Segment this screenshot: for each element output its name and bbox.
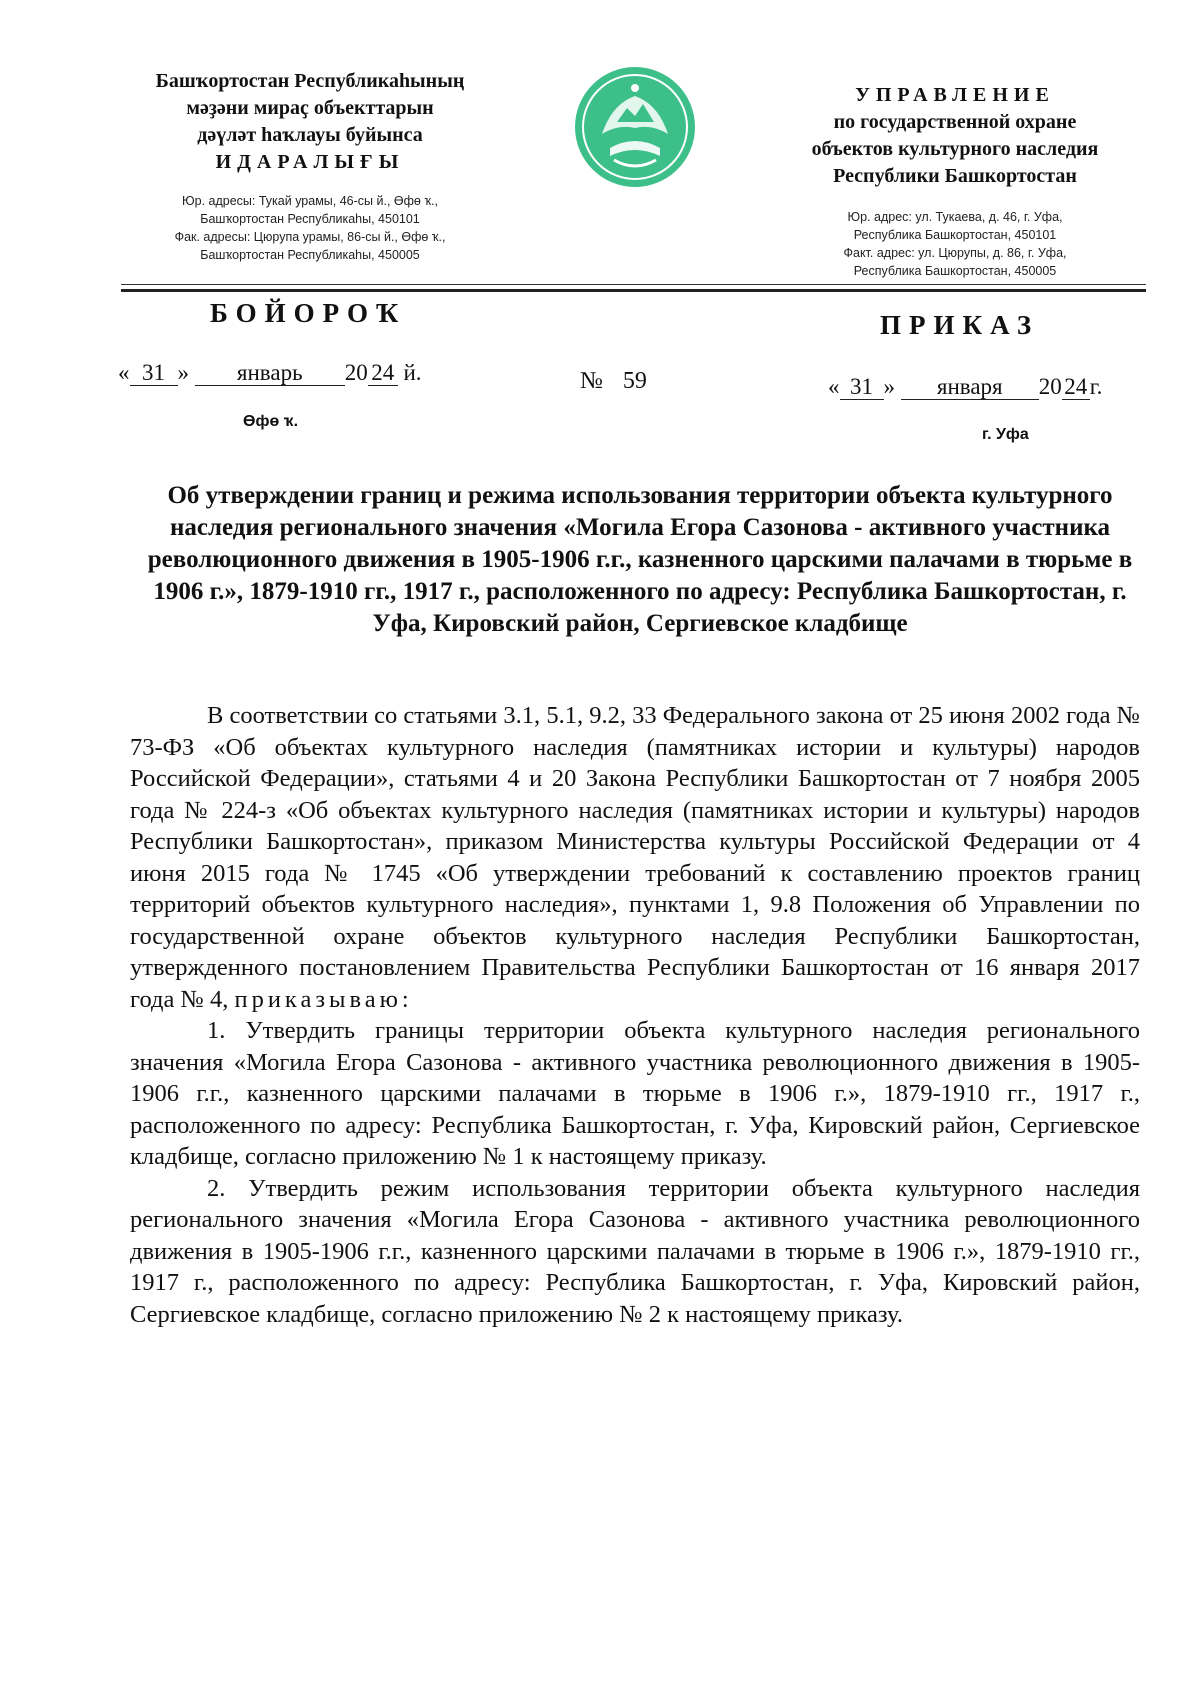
order-word: приказываю: xyxy=(234,985,413,1013)
date-year-prefix: 20 xyxy=(344,360,368,385)
address-block xyxy=(785,208,1125,280)
header-divider-thin xyxy=(121,284,1146,285)
date-year-abbr: г. xyxy=(1089,374,1103,399)
address-line: Юр. адресы: Тукай урамы, 46-сы й., Өфө ҡ., xyxy=(182,194,438,208)
number-sign: № xyxy=(580,368,603,394)
date-month: января xyxy=(901,375,1039,400)
preamble-paragraph xyxy=(130,700,1140,1015)
org-name-line: дәүләт һаҡлауы буйынса xyxy=(197,124,423,146)
address-block xyxy=(110,192,510,264)
document-title: Об утверждении границ и режима использования территории объекта культурного наследия регионального значения «Могила Егора Сазонова - активного участника революционного движения в 1905-1906 г.г., казненного царскими палачами в тюрьме в 1906 г.», 1879-1910 гг., 1917 г., расположенного по адресу: Республика Башкортостан, г. Уфа, Кировский район, Сергиевское кладбище xyxy=(147,482,1133,637)
bashkortostan-emblem-icon xyxy=(572,64,698,190)
date-year-suffix: 24 xyxy=(1062,375,1090,400)
date-close-quote: » xyxy=(177,360,189,385)
address-line: Башҡортостан Республикаһы, 450101 xyxy=(200,212,420,226)
org-name-line: Республики Башкортостан xyxy=(833,165,1077,187)
address-line: Юр. адрес: ул. Тукаева, д. 46, г. Уфа, xyxy=(847,210,1063,224)
address-line: Фак. адресы: Цюрупа урамы, 86-сы й., Өфө ҡ., xyxy=(174,230,446,244)
doc-type-bashkir: БОЙОРОҠ xyxy=(210,298,407,328)
org-name-line: по государственной охране xyxy=(833,111,1077,133)
date-open-quote: « xyxy=(118,360,130,385)
date-year-prefix: 20 xyxy=(1038,374,1062,399)
place-bashkir: Өфө ҡ. xyxy=(243,413,299,430)
date-close-quote: » xyxy=(883,374,895,399)
document-body xyxy=(130,700,1140,1330)
order-item-1: 1. Утвердить границы территории объекта культурного наследия регионального значения «Могила Егора Сазонова - активного участника революционного движения в 1905-1906 г.г., казненного царскими палачами в тюрьме в 1906 г.», 1879-1910 гг., 1917 г., расположенного по адресу: Республика Башкортостан, г. Уфа, Кировский район, Сергиевское кладбище, согласно приложению № 1 к настоящему приказу. xyxy=(130,1017,1140,1170)
order-item-2: 2. Утвердить режим использования территории объекта культурного наследия регионального значения «Могила Егора Сазонова - активного участника революционного движения в 1905-1906 г.г., казненного царскими палачами в тюрьме в 1906 г.», 1879-1910 гг., 1917 г., расположенного по адресу: Республика Башкортостан, г. Уфа, Кировский район, Сергиевское кладбище, согласно приложению № 2 к настоящему приказу. xyxy=(130,1174,1140,1328)
date-open-quote: « xyxy=(828,374,840,399)
date-russian xyxy=(828,374,1102,400)
org-name-line: объектов культурного наследия xyxy=(811,138,1099,160)
number-value: 59 xyxy=(622,368,647,394)
address-line: Башҡортостан Республикаһы, 450005 xyxy=(200,248,420,262)
header-right-russian xyxy=(785,82,1125,280)
org-name-line: Башҡортостан Республикаһының xyxy=(155,70,465,92)
date-day: 31 xyxy=(840,375,884,400)
header-divider-thick xyxy=(121,289,1146,292)
org-name-line: УПРАВЛЕНИЕ xyxy=(855,84,1055,106)
address-line: Республика Башкортостан, 450005 xyxy=(853,264,1057,278)
date-bashkir xyxy=(118,360,422,386)
address-line: Республика Башкортостан, 450101 xyxy=(853,228,1057,242)
org-name-line: ИДАРАЛЫҒЫ xyxy=(215,151,405,173)
place-russian: г. Уфа xyxy=(982,426,1029,443)
date-month: январь xyxy=(195,361,345,386)
preamble-text: В соответствии со статьями 3.1, 5.1, 9.2, 33 Федерального закона от 25 июня 2002 года № 73-ФЗ «Об объектах культурного наследия (памятниках истории и культуры) народов Российской Федерации», статьями 4 и 20 Закона Республики Башкортостан от 7 ноября 2005 года № 224-з «Об объектах культурного наследия (памятниках истории и культуры) народов Республики Башкортостан», приказом Министерства культуры Российской Федерации от 4 июня 2015 года № 1745 «Об утверждении требований к составлению проектов границ территорий объектов культурного наследия», пунктами 1, 9.8 Положения об Управлении по государственной охране объектов культурного наследия Республики Башкортостан, утвержденного постановлением Правительства Республики Башкортостан от 16 января 2017 года № 4, xyxy=(130,702,1140,1013)
date-day: 31 xyxy=(130,361,178,386)
date-year-suffix: 24 xyxy=(368,361,398,386)
org-name-line: мәҙәни мираҫ объекттарын xyxy=(186,97,434,119)
date-year-abbr: й. xyxy=(403,360,422,385)
address-line: Факт. адрес: ул. Цюрупы, д. 86, г. Уфа, xyxy=(843,246,1067,260)
order-number xyxy=(580,368,647,395)
header-left-bashkir xyxy=(110,68,510,264)
doc-type-russian: ПРИКАЗ xyxy=(880,310,1040,340)
